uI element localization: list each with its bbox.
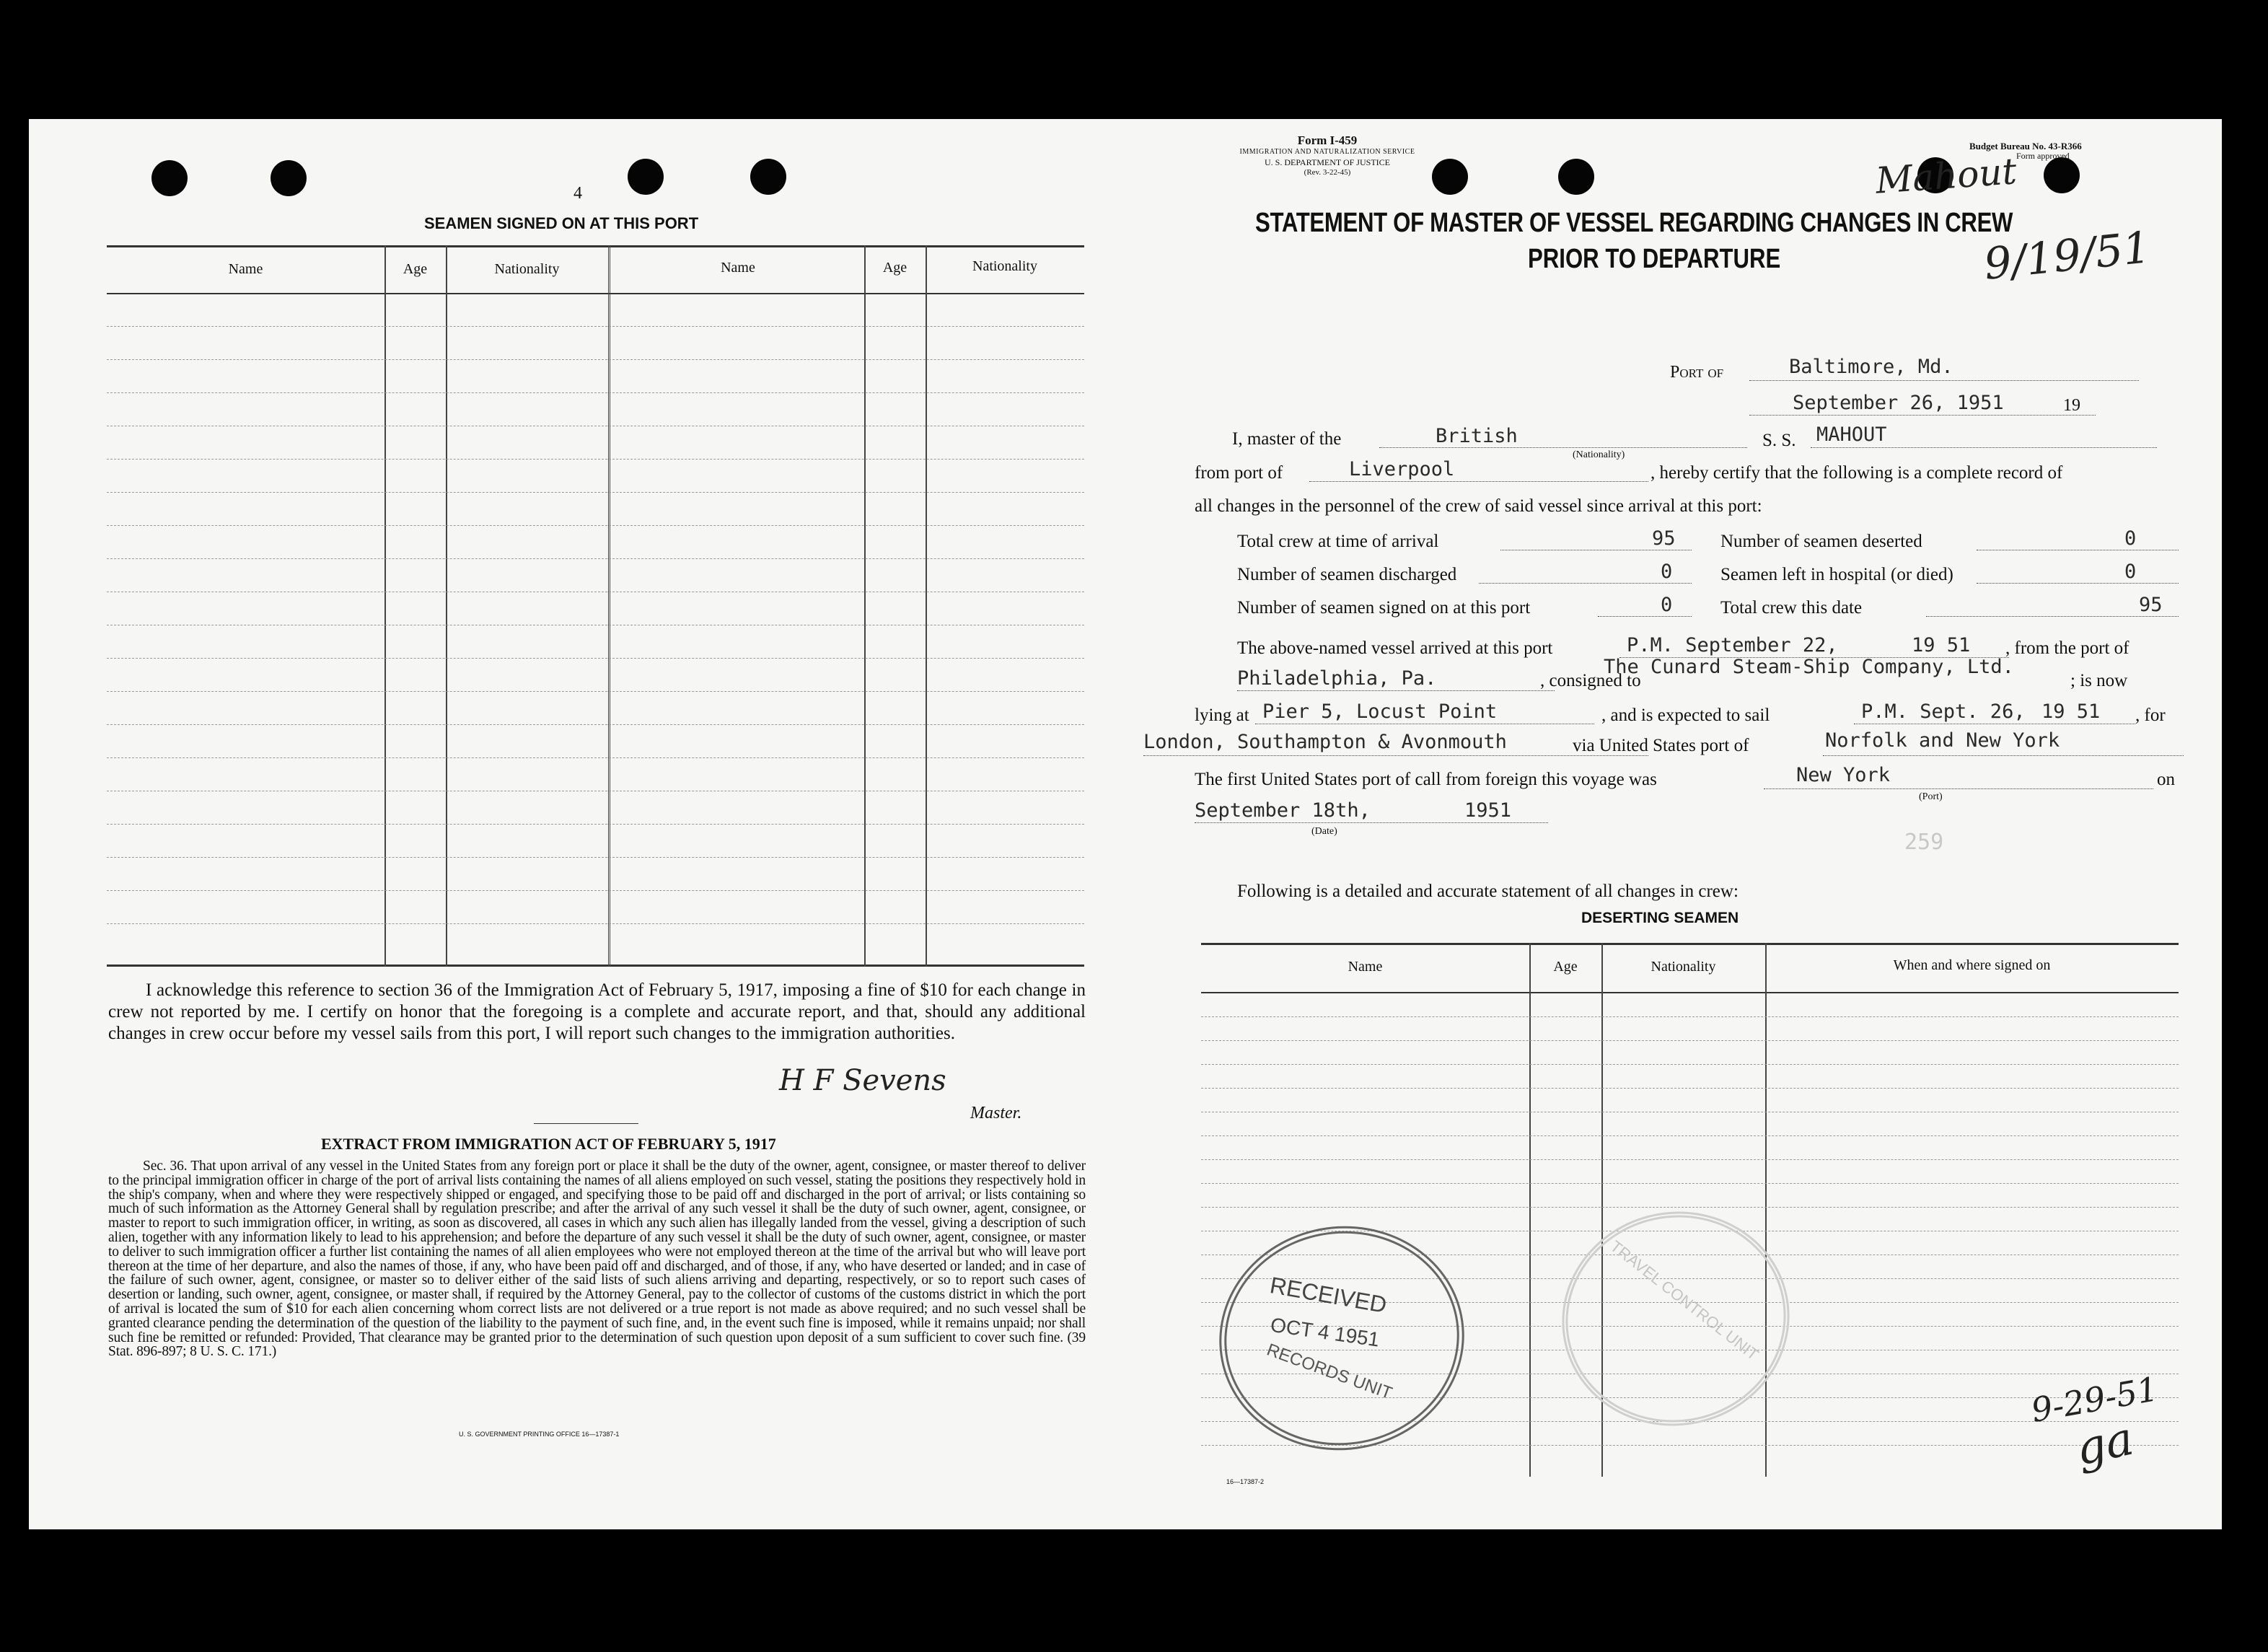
extract-body: Sec. 36. That upon arrival of any vessel in the United States from any foreign port or place it shall be the duty of the owner, agent, consignee, or master thereof to deliver to the principal immigration officer in charge of the port of arrival lists containing the names of all aliens employed on such vessel, stating the positions they respectively hold in the ship's company, when and where they were respectively shipped or engaged, and specifying those to be paid off and discharged in the port of arrival; or lists containing so much of such information as the Attorney General shall by regulation prescribe; and after the arrival of any such vessel it shall be the duty of such owner, agent, consignee, or master to report to such immigration officer, in writing, as soon as discovered, all cases in which any such alien has illegally landed from the vessel, giving a description of such alien, together with any information likely to lead to his apprehension; and before the departure of any such vessel it shall be the duty of such owner, agent, consignee, or master to deliver to such immigration officer a further list containing the names of all alien employees who were not employed thereon at the time of the arrival but who will leave port thereon at the time of her departure, and also the names of those, if any, who have been paid off and discharged, and of those, if any, who have deserted or landed; and in case of the failure of such owner, agent, consignee, or master so to deliver either of the said lists of such aliens arriving and departing, respectively, or so to report such cases of desertion or landing, such owner, agent, consignee, or master shall, if required by the Attorney General, pay to the collector of customs of the customs district in which the port of arrival is located the sum of $10 for each alien concerning whom correct lists are not delivered or a true report is not made as above required; and no such vessel shall be granted clearance pending the determination of the question of the liability to the payment of such fine, and, in the event such fine is imposed, while it remains unpaid; nor shall such fine be remitted or refunded: Provided, That clearance may be granted prior to the determination of such question upon deposit of a sum sufficient to cover such fine. (39 Stat. 896-897; 8 U. S. C. 171.) (108, 1159, 1086, 1360)
col-age: Age (403, 261, 428, 277)
table-row (107, 326, 1084, 327)
table-row (107, 359, 1084, 360)
via-ports: Norfolk and New York (1825, 729, 2060, 752)
previous-port: Philadelphia, Pa. (1237, 667, 1437, 690)
punch-hole (750, 159, 786, 195)
budget-bureau-number: Budget Bureau No. 43-R366 (1969, 141, 2082, 151)
agency-line-2: U. S. DEPARTMENT OF JUSTICE (1265, 157, 1390, 167)
hospital-label: Seamen left in hospital (or died) (1720, 565, 1953, 584)
signed-on-count: 0 (1661, 594, 1673, 616)
discharged-label: Number of seamen discharged (1237, 565, 1457, 584)
form-number: Form I-459 (1297, 133, 1358, 147)
table-row (107, 857, 1084, 858)
table-row (107, 392, 1084, 393)
table-row (1201, 1159, 2179, 1160)
punch-hole (271, 160, 307, 196)
table-row (107, 658, 1084, 659)
form-title-line-2: PRIOR TO DEPARTURE (1528, 244, 1781, 274)
table-row (107, 757, 1084, 758)
deserted-label: Number of seamen deserted (1720, 532, 1922, 551)
signed-on-label: Number of seamen signed on at this port (1237, 598, 1531, 618)
desert-col-age: Age (1553, 959, 1578, 975)
punch-hole (628, 159, 664, 195)
from-port-value: Liverpool (1349, 458, 1455, 480)
via-label: via United States port of (1573, 736, 1749, 755)
punch-hole (2044, 157, 2080, 193)
following-text: Following is a detailed and accurate statement of all changes in crew: (1237, 882, 1739, 901)
table-row (107, 492, 1084, 493)
left-printer-line: U. S. GOVERNMENT PRINTING OFFICE 16—17387-1 (459, 1431, 620, 1438)
handwritten-date: 9/19/51 (1981, 222, 2153, 290)
ship-name: MAHOUT (1816, 423, 1887, 446)
ss-label: S. S. (1762, 431, 1796, 450)
col-age-2: Age (882, 260, 907, 276)
col-nationality-2: Nationality (972, 258, 1037, 274)
arrived-value: P.M. September 22, (1627, 634, 1838, 656)
discharged-count: 0 (1661, 561, 1673, 583)
punch-hole (1558, 159, 1594, 195)
arrived-label: The above-named vessel arrived at this port (1237, 638, 1553, 658)
deserted-count: 0 (2124, 527, 2137, 550)
port-label: Port of (1670, 363, 1724, 382)
stamp-received-text: RECEIVED (1267, 1272, 1389, 1318)
master-of-the-label: I, master of the (1232, 429, 1342, 449)
table-row (1201, 1016, 2179, 1017)
table-row (107, 459, 1084, 460)
handwritten-ship-name: Mahout (1874, 150, 2018, 202)
form-approved: Form approved (2016, 151, 2070, 161)
on-label: on (2157, 770, 2175, 789)
nationality-label: (Nationality) (1573, 449, 1625, 460)
desert-col-nationality: Nationality (1651, 959, 1716, 975)
total-today-label: Total crew this date (1720, 598, 1863, 618)
master-label: Master. (970, 1104, 1022, 1122)
consignee: The Cunard Steam-Ship Company, Ltd. (1604, 656, 2014, 678)
punch-hole (151, 160, 188, 196)
sail-value: P.M. Sept. 26, (1861, 700, 2026, 723)
arrived-year: 19 51 (1912, 634, 1971, 656)
desert-col-signed-on: When and where signed on (1893, 957, 2051, 973)
table-row (107, 558, 1084, 559)
stamp-date-text: OCT 4 1951 (1269, 1313, 1381, 1351)
first-port-label: The first United States port of call from foreign this voyage was (1195, 770, 1657, 789)
master-signature: H F Sevens (779, 1064, 946, 1097)
from-the-port-of: , from the port of (2005, 638, 2129, 658)
hospital-count: 0 (2124, 561, 2137, 583)
seamen-signed-on-title: SEAMEN SIGNED ON AT THIS PORT (424, 214, 699, 232)
destinations: London, Southampton & Avonmouth (1143, 731, 1507, 753)
deserting-seamen-title: DESERTING SEAMEN (1581, 910, 1739, 926)
lying-at-label: lying at (1195, 706, 1249, 725)
date-year-prefix: 19 (2063, 396, 2080, 415)
table-row (1201, 1135, 2179, 1136)
stamp2-text: TRAVEL CONTROL UNIT (1606, 1236, 1762, 1364)
table-row (107, 923, 1084, 924)
certify-text: , hereby certify that the following is a complete record of (1651, 463, 2063, 483)
table-row (1201, 1207, 2179, 1208)
all-changes-text: all changes in the personnel of the crew of said vessel since arrival at this port: (1195, 496, 1762, 516)
table-row (1201, 1040, 2179, 1041)
extract-title: EXTRACT FROM IMMIGRATION ACT OF FEBRUARY 5, 1917 (321, 1135, 776, 1153)
first-date: September 18th, (1195, 799, 1371, 822)
table-row (1201, 1088, 2179, 1089)
table-row (1201, 1064, 2179, 1065)
handwritten-initials: ga (2071, 1412, 2138, 1477)
handwritten-bottom-date: 9-29-51 (2028, 1369, 2161, 1430)
seamen-signed-on-table (107, 245, 1084, 967)
acknowledgment-paragraph: I acknowledge this reference to section 36 of the Immigration Act of February 5, 1917, imposing a fine of $10 for each change in crew not reported by me. I certify on honor that the foregoing is a complete and accurate report, and that, should any additional changes in crew occur before my vessel sails from this port, I will report such changes to the immigration authorities. (108, 980, 1086, 1043)
agency-line-1: IMMIGRATION AND NATURALIZATION SERVICE (1239, 148, 1415, 156)
date-sublabel: (Date) (1311, 826, 1337, 837)
table-row (107, 824, 1084, 825)
statement-date: September 26, 1951 (1793, 392, 2004, 414)
revision-date: (Rev. 3-22-45) (1304, 168, 1351, 177)
page-number: 4 (573, 184, 582, 203)
total-crew-arrival: 95 (1652, 527, 1676, 550)
desert-col-name: Name (1348, 959, 1383, 975)
faint-stamp-number: 259 (1904, 830, 1944, 855)
right-printer-line: 16—17387-2 (1226, 1478, 1265, 1485)
total-crew-arrival-label: Total crew at time of arrival (1237, 532, 1439, 551)
document-sheet (29, 119, 2222, 1529)
sail-year: 19 51 (2041, 700, 2101, 723)
col-name: Name (228, 261, 263, 277)
consigned-label: , consigned to (1540, 671, 1641, 690)
nationality-value: British (1436, 425, 1518, 447)
port-value: Baltimore, Md. (1789, 356, 1953, 378)
col-name-2: Name (721, 260, 755, 276)
table-row (107, 890, 1084, 891)
first-port: New York (1796, 764, 1891, 786)
table-row (107, 724, 1084, 725)
for-label: , for (2135, 706, 2166, 725)
col-nationality: Nationality (494, 261, 560, 277)
table-row (107, 525, 1084, 526)
lying-at-value: Pier 5, Locust Point (1262, 700, 1498, 723)
first-year: 1951 (1464, 799, 1512, 822)
form-title-line-1: STATEMENT OF MASTER OF VESSEL REGARDING CHANGES IN CREW (1255, 208, 2013, 238)
is-now-label: ; is now (2070, 671, 2128, 690)
port-sublabel: (Port) (1919, 791, 1943, 802)
expected-label: , and is expected to sail (1601, 706, 1770, 725)
total-today-count: 95 (2139, 594, 2163, 616)
stamp-unit-text: RECORDS UNIT (1264, 1340, 1395, 1404)
from-port-label: from port of (1195, 463, 1283, 483)
table-row (1201, 1183, 2179, 1184)
table-row (107, 691, 1084, 692)
